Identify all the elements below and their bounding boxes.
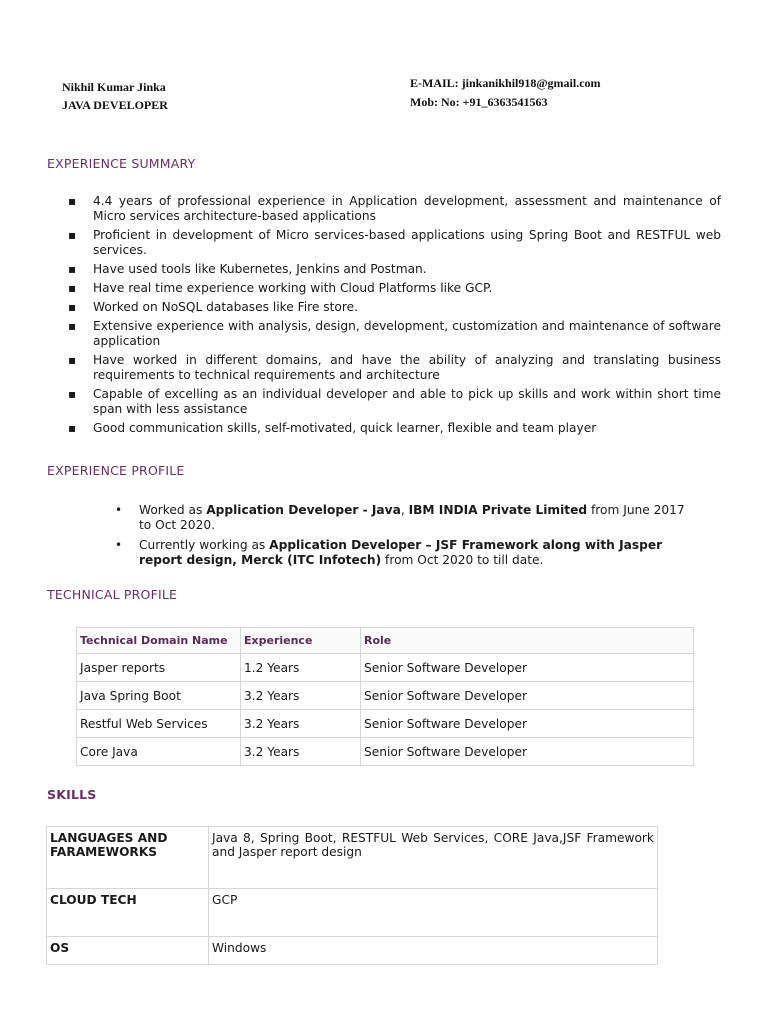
table-cell: 3.2 Years <box>241 738 361 766</box>
summary-item: ▪ Good communication skills, self-motivated, quick learner, flexible and team player <box>68 421 721 436</box>
table-row <box>77 710 694 738</box>
table-cell: Senior Software Developer <box>361 738 694 766</box>
table-cell: 3.2 Years <box>241 682 361 710</box>
summary-item: ▪ Worked on NoSQL databases like Fire store. <box>68 300 721 315</box>
experience-summary-heading: EXPERIENCE SUMMARY <box>47 156 196 171</box>
table-row <box>47 827 658 889</box>
summary-item: ▪ Have real time experience working with Cloud Platforms like GCP. <box>68 281 721 296</box>
summary-item: ▪ 4.4 years of professional experience in Application development, assessment and maintenance of Micro services architecture-based applications <box>68 194 721 224</box>
candidate-name: Nikhil Kumar Jinka <box>62 80 166 94</box>
profile-role: Application Developer - Java <box>206 503 401 517</box>
profile-company: IBM INDIA Private Limited <box>408 503 588 517</box>
profile-dates: from June 2017 to Oct 2020. <box>139 503 685 532</box>
table-header-row <box>77 628 694 654</box>
column-header: Role <box>361 628 694 654</box>
summary-item: ▪ Have worked in different domains, and have the ability of analyzing and translating business requirements to technical requirements and architecture <box>68 353 721 383</box>
table-cell: Senior Software Developer <box>361 710 694 738</box>
skills-table <box>46 826 658 965</box>
column-header: Technical Domain Name <box>77 628 241 654</box>
table-cell: Jasper reports <box>77 654 241 682</box>
technical-profile-heading: TECHNICAL PROFILE <box>47 587 178 602</box>
profile-text: Currently working as <box>139 538 270 552</box>
summary-item: ▪ Extensive experience with analysis, design, development, customization and maintenance of software application <box>68 319 721 349</box>
skills-heading: SKILLS <box>47 787 97 802</box>
table-cell: Senior Software Developer <box>361 682 694 710</box>
table-cell: 1.2 Years <box>241 654 361 682</box>
table-row <box>77 682 694 710</box>
skill-category: CLOUD TECH <box>47 889 209 937</box>
table-row <box>77 738 694 766</box>
profile-role: Application Developer – JSF Framework along with Jasper report design, Merck (ITC Infotech) <box>139 538 663 567</box>
profile-dates: from Oct 2020 to till date. <box>381 553 544 567</box>
profile-text: , <box>400 503 409 517</box>
mobile-contact: Mob: No: +91_6363541563 <box>410 95 548 109</box>
profile-item <box>113 538 696 568</box>
email-contact: E-MAIL: jinkanikhil918@gmail.com <box>410 76 601 90</box>
experience-summary-list <box>68 194 721 440</box>
table-cell: 3.2 Years <box>241 710 361 738</box>
table-cell: Core Java <box>77 738 241 766</box>
experience-profile-heading: EXPERIENCE PROFILE <box>47 463 185 478</box>
table-cell: Senior Software Developer <box>361 654 694 682</box>
summary-item: ▪ Have used tools like Kubernetes, Jenkins and Postman. <box>68 262 721 277</box>
table-cell: Java Spring Boot <box>77 682 241 710</box>
skill-category: LANGUAGES AND FARAMEWORKS <box>47 827 209 889</box>
table-row <box>77 654 694 682</box>
skill-value: Java 8, Spring Boot, RESTFUL Web Services, CORE Java,JSF Framework and Jasper report design <box>209 827 658 889</box>
summary-item: ▪ Proficient in development of Micro services-based applications using Spring Boot and RESTFUL web services. <box>68 228 721 258</box>
summary-item: ▪ Capable of excelling as an individual developer and able to pick up skills and work within short time span with less assistance <box>68 387 721 417</box>
table-row <box>47 937 658 965</box>
table-cell: Restful Web Services <box>77 710 241 738</box>
candidate-role: JAVA DEVELOPER <box>62 98 168 112</box>
profile-item <box>113 503 696 533</box>
table-row <box>47 889 658 937</box>
profile-text: Worked as <box>139 503 207 517</box>
skill-value: Windows <box>209 937 658 965</box>
skill-value: GCP <box>209 889 658 937</box>
experience-profile-list <box>113 503 696 573</box>
skill-category: OS <box>47 937 209 965</box>
technical-profile-table <box>76 627 694 766</box>
column-header: Experience <box>241 628 361 654</box>
